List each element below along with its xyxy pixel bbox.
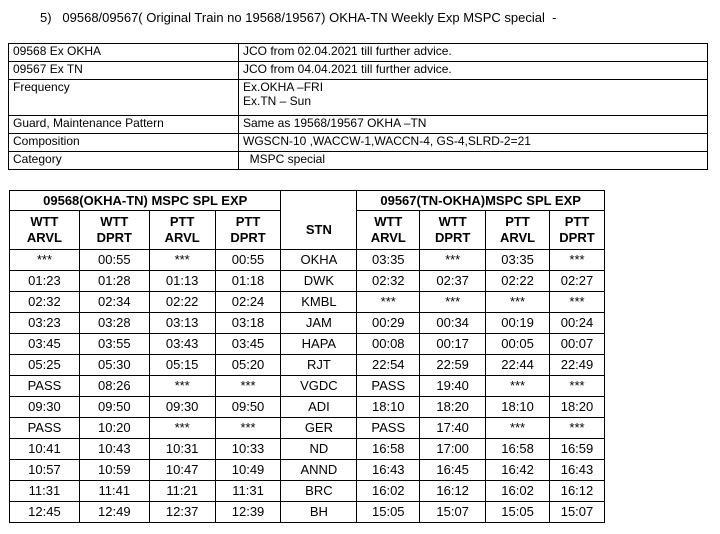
- time-cell: 09:50: [215, 397, 281, 418]
- time-cell: 03:18: [215, 313, 281, 334]
- table-row: [10, 439, 605, 460]
- time-cell: 02:32: [10, 292, 80, 313]
- time-cell: 16:45: [420, 460, 486, 481]
- time-cell: 02:22: [486, 271, 550, 292]
- station-cell: RJT: [281, 355, 357, 376]
- time-cell: 05:30: [79, 355, 149, 376]
- info-label: 09568 Ex OKHA: [9, 44, 239, 62]
- time-cell: 00:19: [486, 313, 550, 334]
- time-cell: 01:28: [79, 271, 149, 292]
- info-label: Frequency: [9, 80, 239, 116]
- time-cell: 00:34: [420, 313, 486, 334]
- info-value: [239, 80, 708, 116]
- time-cell: ***: [215, 376, 281, 397]
- time-cell: 16:42: [486, 460, 550, 481]
- schedule-body: [10, 250, 605, 523]
- time-cell: ***: [549, 292, 604, 313]
- time-cell: 15:07: [549, 502, 604, 523]
- time-cell: 22:44: [486, 355, 550, 376]
- info-value: JCO from 04.04.2021 till further advice.: [239, 62, 708, 80]
- station-cell: ND: [281, 439, 357, 460]
- time-cell: PASS: [10, 418, 80, 439]
- column-header: PTT ARVL: [149, 211, 215, 250]
- time-cell: ***: [420, 292, 486, 313]
- table-row: [10, 376, 605, 397]
- table-row: [10, 292, 605, 313]
- right-train-title: 09567(TN-OKHA)MSPC SPL EXP: [357, 191, 605, 211]
- time-cell: ***: [549, 418, 604, 439]
- time-cell: 03:28: [79, 313, 149, 334]
- time-cell: 12:37: [149, 502, 215, 523]
- time-cell: 10:57: [10, 460, 80, 481]
- column-header: WTT ARVL: [357, 211, 420, 250]
- time-cell: 00:29: [357, 313, 420, 334]
- time-cell: 16:58: [357, 439, 420, 460]
- column-header: WTT DPRT: [420, 211, 486, 250]
- time-cell: 00:07: [549, 334, 604, 355]
- time-cell: 19:40: [420, 376, 486, 397]
- table-row: [10, 481, 605, 502]
- column-header: WTT DPRT: [79, 211, 149, 250]
- time-cell: 22:59: [420, 355, 486, 376]
- stn-header: STN: [281, 211, 357, 250]
- time-cell: 05:20: [215, 355, 281, 376]
- time-cell: 18:20: [549, 397, 604, 418]
- time-cell: 02:37: [420, 271, 486, 292]
- info-label: 09567 Ex TN: [9, 62, 239, 80]
- station-cell: KMBL: [281, 292, 357, 313]
- time-cell: 03:45: [215, 334, 281, 355]
- station-cell: ADI: [281, 397, 357, 418]
- time-cell: 16:43: [357, 460, 420, 481]
- time-cell: 10:59: [79, 460, 149, 481]
- time-cell: 18:20: [420, 397, 486, 418]
- schedule-table: [9, 190, 605, 523]
- column-header: WTT ARVL: [10, 211, 80, 250]
- station-cell: VGDC: [281, 376, 357, 397]
- time-cell: 09:30: [10, 397, 80, 418]
- time-cell: 01:18: [215, 271, 281, 292]
- time-cell: 03:13: [149, 313, 215, 334]
- page-heading: 5) 09568/09567( Original Train no 19568/19567) OKHA-TN Weekly Exp MSPC special -: [40, 10, 557, 25]
- time-cell: 10:49: [215, 460, 281, 481]
- table-row: [10, 502, 605, 523]
- time-cell: 10:41: [10, 439, 80, 460]
- time-cell: 16:12: [549, 481, 604, 502]
- time-cell: 00:55: [215, 250, 281, 271]
- time-cell: 11:41: [79, 481, 149, 502]
- time-cell: 00:55: [79, 250, 149, 271]
- time-cell: 16:59: [549, 439, 604, 460]
- time-cell: 11:21: [149, 481, 215, 502]
- time-cell: 16:12: [420, 481, 486, 502]
- info-label: Composition: [9, 134, 239, 152]
- info-value: MSPC special: [239, 152, 708, 170]
- table-row: [10, 250, 605, 271]
- time-cell: 09:50: [79, 397, 149, 418]
- station-cell: ANND: [281, 460, 357, 481]
- info-row: [9, 152, 708, 170]
- time-cell: ***: [549, 376, 604, 397]
- info-value: JCO from 02.04.2021 till further advice.: [239, 44, 708, 62]
- time-cell: 02:24: [215, 292, 281, 313]
- table-row: [10, 313, 605, 334]
- time-cell: 02:34: [79, 292, 149, 313]
- station-cell: GER: [281, 418, 357, 439]
- info-label: Guard, Maintenance Pattern: [9, 116, 239, 134]
- schedule-column-header: [10, 211, 605, 250]
- time-cell: 02:27: [549, 271, 604, 292]
- station-cell: DWK: [281, 271, 357, 292]
- info-row: [9, 80, 708, 116]
- station-cell: JAM: [281, 313, 357, 334]
- table-row: [10, 271, 605, 292]
- time-cell: ***: [486, 376, 550, 397]
- time-cell: ***: [215, 418, 281, 439]
- column-header: PTT ARVL: [486, 211, 550, 250]
- time-cell: 02:32: [357, 271, 420, 292]
- time-cell: 00:05: [486, 334, 550, 355]
- info-row: [9, 116, 708, 134]
- train-info-table: [8, 43, 708, 170]
- time-cell: 01:13: [149, 271, 215, 292]
- info-row: [9, 62, 708, 80]
- info-value: WGSCN-10 ,WACCW-1,WACCN-4, GS-4,SLRD-2=21: [239, 134, 708, 152]
- time-cell: 15:05: [486, 502, 550, 523]
- info-label: Category: [9, 152, 239, 170]
- time-cell: 00:17: [420, 334, 486, 355]
- time-cell: 12:49: [79, 502, 149, 523]
- time-cell: 16:02: [486, 481, 550, 502]
- time-cell: 17:00: [420, 439, 486, 460]
- time-cell: 10:47: [149, 460, 215, 481]
- time-cell: 15:05: [357, 502, 420, 523]
- time-cell: 03:43: [149, 334, 215, 355]
- time-cell: 10:20: [79, 418, 149, 439]
- time-cell: ***: [357, 292, 420, 313]
- table-row: [10, 397, 605, 418]
- station-cell: BH: [281, 502, 357, 523]
- time-cell: 01:23: [10, 271, 80, 292]
- time-cell: 05:15: [149, 355, 215, 376]
- time-cell: ***: [149, 418, 215, 439]
- time-cell: 18:10: [357, 397, 420, 418]
- time-cell: 22:54: [357, 355, 420, 376]
- time-cell: 16:58: [486, 439, 550, 460]
- time-cell: 02:22: [149, 292, 215, 313]
- time-cell: 03:35: [357, 250, 420, 271]
- station-cell: BRC: [281, 481, 357, 502]
- time-cell: PASS: [357, 418, 420, 439]
- info-value-line: Ex.OKHA –FRI: [243, 80, 324, 94]
- time-cell: 18:10: [486, 397, 550, 418]
- info-row: [9, 44, 708, 62]
- time-cell: 17:40: [420, 418, 486, 439]
- time-cell: 10:31: [149, 439, 215, 460]
- time-cell: 15:07: [420, 502, 486, 523]
- table-row: [10, 460, 605, 481]
- info-value: Same as 19568/19567 OKHA –TN: [239, 116, 708, 134]
- time-cell: 11:31: [215, 481, 281, 502]
- time-cell: ***: [149, 376, 215, 397]
- table-row: [10, 334, 605, 355]
- column-header: PTT DPRT: [549, 211, 604, 250]
- table-row: [10, 355, 605, 376]
- time-cell: 03:23: [10, 313, 80, 334]
- time-cell: 22:49: [549, 355, 604, 376]
- info-row: [9, 134, 708, 152]
- info-value-line: Ex.TN – Sun: [243, 94, 312, 108]
- time-cell: 00:24: [549, 313, 604, 334]
- left-train-title: 09568(OKHA-TN) MSPC SPL EXP: [10, 191, 281, 211]
- stn-header-spacer: [281, 191, 357, 211]
- time-cell: 03:35: [486, 250, 550, 271]
- time-cell: PASS: [357, 376, 420, 397]
- time-cell: 09:30: [149, 397, 215, 418]
- time-cell: ***: [549, 250, 604, 271]
- time-cell: 16:43: [549, 460, 604, 481]
- time-cell: ***: [486, 418, 550, 439]
- column-header: PTT DPRT: [215, 211, 281, 250]
- time-cell: ***: [420, 250, 486, 271]
- time-cell: ***: [486, 292, 550, 313]
- time-cell: 11:31: [10, 481, 80, 502]
- time-cell: ***: [149, 250, 215, 271]
- time-cell: ***: [10, 250, 80, 271]
- time-cell: PASS: [10, 376, 80, 397]
- time-cell: 10:43: [79, 439, 149, 460]
- schedule-group-header: [10, 191, 605, 211]
- time-cell: 12:39: [215, 502, 281, 523]
- time-cell: 10:33: [215, 439, 281, 460]
- time-cell: 16:02: [357, 481, 420, 502]
- time-cell: 05:25: [10, 355, 80, 376]
- time-cell: 08:26: [79, 376, 149, 397]
- time-cell: 03:45: [10, 334, 80, 355]
- time-cell: 00:08: [357, 334, 420, 355]
- time-cell: 03:55: [79, 334, 149, 355]
- station-cell: HAPA: [281, 334, 357, 355]
- station-cell: OKHA: [281, 250, 357, 271]
- time-cell: 12:45: [10, 502, 80, 523]
- table-row: [10, 418, 605, 439]
